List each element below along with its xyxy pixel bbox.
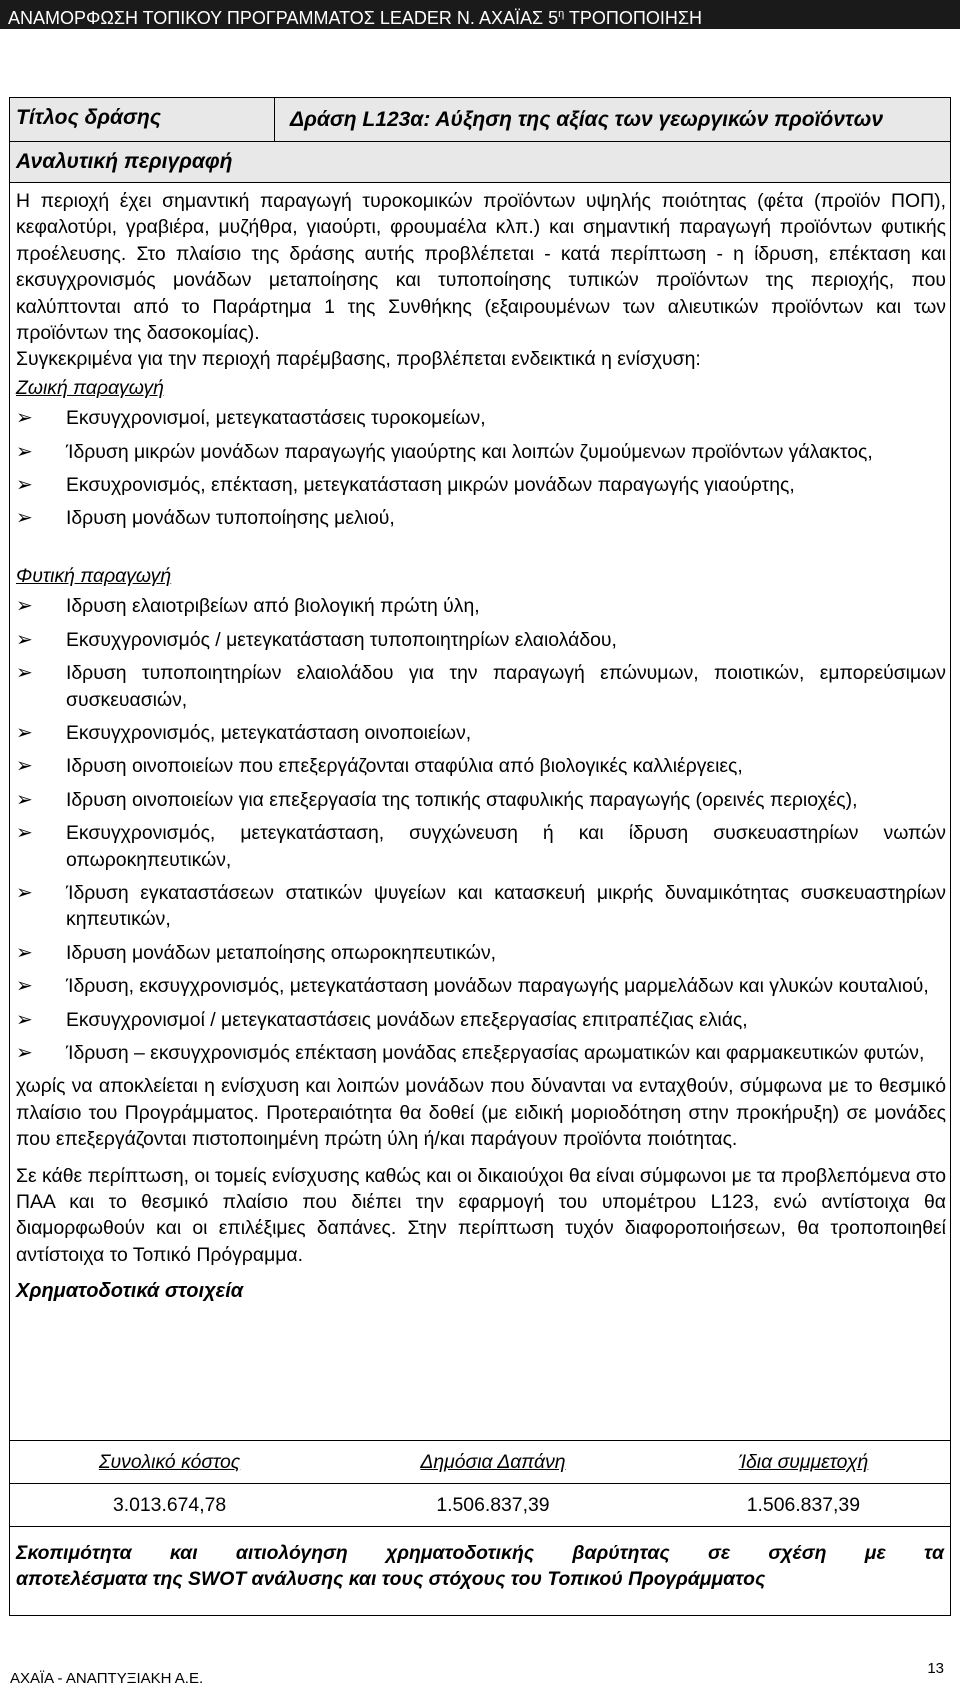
description-content	[16, 188, 946, 1305]
list-item	[16, 1007, 946, 1033]
animal-heading: Ζωική παραγωγή	[16, 376, 164, 399]
closing-paragraph-2: Σε κάθε περίπτωση, οι τομείς ενίσχυσης καθώς και οι δικαιούχοι θα είναι σύμφωνοι με τα προβλεπόμενα στο ΠΑΑ και το θεσμικό πλαίσιο που διέπει την εφαρμογή του υπομέτρου L123, ενώ αντίστοιχα θα διαμορφωθούν και οι επιλέξιμες δαπάνες. Στην περίπτωση τυχόν διαφοροποιήσεων, θα τροποποιηθεί αντίστοιχα το Τοπικό Πρόγραμμα.	[16, 1164, 946, 1266]
list-item	[16, 973, 946, 999]
arrow-bullet-icon: ➢	[16, 1041, 33, 1064]
list-item-text: Εκσυγχρονισμός, μετεγκατάσταση οινοποιείων,	[66, 721, 472, 744]
financial-value-total: 3.013.674,78	[10, 1484, 329, 1527]
financial-header-own: Ίδια συμμετοχή	[657, 1441, 950, 1484]
action-title-row	[10, 98, 950, 142]
intro-paragraph: Η περιοχή έχει σημαντική παραγωγή τυροκομικών προϊόντων υψηλής ποιότητας (φέτα (προϊόν ΠΟΠ), κεφαλοτύρι, γραβιέρα, μυζήθρα, γιαούρτι, φρουμαέλα κλπ.) και σημαντική παραγωγή προϊόντων φυτικής προέλευσης. Στο πλαίσιο της δράσης αυτής προβλέπεται - κατά περίπτωση - η ίδρυση, επέκταση και εκσυγχρονισμός μονάδων μεταποίησης και τυποποίησης τυπικών προϊόντων της περιοχής, που καλύπτονται από το Παράρτημα 1 της Συνθήκης (εξαιρουμένων των αλιευτικών προϊόντων και των προϊόντων της δασοκομίας).	[16, 190, 946, 345]
arrow-bullet-icon: ➢	[16, 595, 33, 618]
list-item	[16, 405, 946, 431]
arrow-bullet-icon: ➢	[16, 755, 33, 778]
closing-paragraph-1: χωρίς να αποκλείεται η ενίσχυση και λοιπών μονάδων που δύνανται να ενταχθούν, σύμφωνα με το θεσμικό πλαίσιο του Προγράμματος. Προτεραιότητα θα δοθεί (με ειδική μοριοδότηση στην προκήρυξη) σε μονάδες που επεξεργάζονται πιστοποιημένη πρώτη ύλη ή/και παράγουν προϊόντα ποιότητας.	[16, 1075, 946, 1151]
list-item	[16, 1040, 946, 1066]
action-title-value: Δράση L123α: Αύξηση της αξίας των γεωργικών προϊόντων	[290, 108, 884, 131]
arrow-bullet-icon: ➢	[16, 507, 33, 530]
list-item-text: Εκσυγχρονισμός, μετεγκατάσταση, συγχώνευση ή και ίδρυση συσκευαστηρίων νωπών οπωροκηπευτικών,	[66, 822, 946, 871]
list-item	[16, 720, 946, 746]
financial-title: Χρηματοδοτικά στοιχεία	[16, 1280, 244, 1303]
description-row	[10, 142, 950, 183]
list-item-text: Ίδρυση μικρών μονάδων παραγωγής γιαούρτης και λοιπών ζυμούμενων προϊόντων γάλακτος,	[66, 440, 873, 463]
swot-heading	[16, 1540, 944, 1592]
list-item-text: Ιδρυση μονάδων μεταποίησης οπωροκηπευτικών,	[66, 941, 497, 964]
header-superscript: η	[558, 8, 565, 20]
arrow-bullet-icon: ➢	[16, 1008, 33, 1031]
list-item	[16, 940, 946, 966]
arrow-bullet-icon: ➢	[16, 662, 33, 685]
arrow-bullet-icon: ➢	[16, 788, 33, 811]
financial-value-own: 1.506.837,39	[657, 1484, 950, 1527]
list-item	[16, 439, 946, 465]
arrow-bullet-icon: ➢	[16, 474, 33, 497]
arrow-bullet-icon: ➢	[16, 407, 33, 430]
action-title-label: Τίτλος δράσης	[16, 106, 161, 129]
plant-production-list	[16, 593, 946, 1066]
list-item	[16, 593, 946, 619]
list-item	[16, 820, 946, 873]
list-item	[16, 660, 946, 713]
financial-value-public: 1.506.837,39	[329, 1484, 657, 1527]
footer-company: ΑΧΑΪΑ - ΑΝΑΠΤΥΞΙΑΚΗ Α.Ε.	[10, 1670, 204, 1687]
description-label: Αναλυτική περιγραφή	[16, 150, 233, 173]
intro-paragraph-2: Συγκεκριμένα για την περιοχή παρέμβασης, προβλέπεται ενδεικτικά η ενίσχυση:	[16, 348, 701, 371]
list-item	[16, 472, 946, 498]
list-item-text: Ιδρυση οινοποιείων που επεξεργάζονται σταφύλια από βιολογικές καλλιέργειες,	[66, 755, 743, 778]
financial-table	[10, 1440, 950, 1527]
financial-header-public: Δημόσια Δαπάνη	[329, 1441, 657, 1484]
arrow-bullet-icon: ➢	[16, 941, 33, 964]
arrow-bullet-icon: ➢	[16, 721, 33, 744]
animal-production-list	[16, 405, 946, 532]
list-item	[16, 753, 946, 779]
list-item-text: Εκσυγχρονισμοί, μετεγκαταστάσεις τυροκομείων,	[66, 407, 486, 430]
list-item-text: Εκσυγχρονισμοί / μετεγκαταστάσεις μονάδων επεξεργασίας επιτραπέζιας ελιάς,	[66, 1008, 748, 1031]
list-item	[16, 627, 946, 653]
header-title-tail: ΤΡΟΠΟΠΟΙΗΣΗ	[564, 8, 703, 28]
page-number: 13	[927, 1660, 944, 1677]
list-item-text: Ίδρυση εγκαταστάσεων στατικών ψυγείων και κατασκευή μικρής δυναμικότητας συσκευαστηρίων κηπευτικών,	[66, 881, 946, 931]
arrow-bullet-icon: ➢	[16, 628, 33, 651]
financial-values-row	[10, 1484, 950, 1527]
list-item-text: Εκσυχρονισμός, επέκταση, μετεγκατάσταση μικρών μονάδων παραγωγής γιαούρτης,	[66, 474, 795, 497]
financial-header-row	[10, 1441, 950, 1484]
header-title: ΑΝΑΜΟΡΦΩΣΗ ΤΟΠΙΚΟΥ ΠΡΟΓΡΑΜΜΑΤΟΣ LEADER Ν. ΑΧΑΪΑΣ 5	[8, 8, 559, 28]
list-item-text: Ιδρυση οινοποιείων για επεξεργασία της τοπικής σταφυλικής παραγωγής (ορεινές περιοχές),	[66, 788, 858, 811]
list-item-text: Ίδρυση, εκσυγχρονισμός, μετεγκατάσταση μονάδων παραγωγής μαρμελάδων και γλυκών κουταλιού,	[66, 975, 929, 998]
list-item-text: Ιδρυση μονάδων τυποποίησης μελιού,	[66, 507, 395, 530]
arrow-bullet-icon: ➢	[16, 975, 33, 998]
header-divider	[274, 98, 275, 141]
swot-heading-line-1: Σκοπιμότητα και αιτιολόγηση χρηματοδοτικής βαρύτητας σε σχέση με τα	[16, 1542, 944, 1564]
document-header	[0, 0, 960, 29]
financial-header-total: Συνολικό κόστος	[10, 1441, 329, 1484]
plant-heading: Φυτική παραγωγή	[16, 564, 172, 587]
list-item	[16, 880, 946, 933]
swot-heading-line-2: αποτελέσματα της SWOT ανάλυσης και τους στόχους του Τοπικού Προγράμματος	[16, 1568, 766, 1590]
arrow-bullet-icon: ➢	[16, 440, 33, 463]
arrow-bullet-icon: ➢	[16, 881, 33, 904]
list-item	[16, 787, 946, 813]
list-item-text: Ίδρυση – εκσυγχρονισμός επέκταση μονάδας επεξεργασίας αρωματικών και φαρμακευτικών φυτών,	[66, 1041, 925, 1064]
list-item	[16, 505, 946, 531]
arrow-bullet-icon: ➢	[16, 822, 33, 845]
list-item-text: Εκσυχγρονισμός / μετεγκατάσταση τυποποιητηρίων ελαιολάδου,	[66, 628, 617, 651]
list-item-text: Ιδρυση ελαιοτριβείων από βιολογική πρώτη ύλη,	[66, 595, 480, 618]
list-item-text: Ιδρυση τυποποιητηρίων ελαιολάδου για την παραγωγή επώνυμων, ποιοτικών, εμπορεύσιμων συσκευασιών,	[66, 662, 946, 711]
